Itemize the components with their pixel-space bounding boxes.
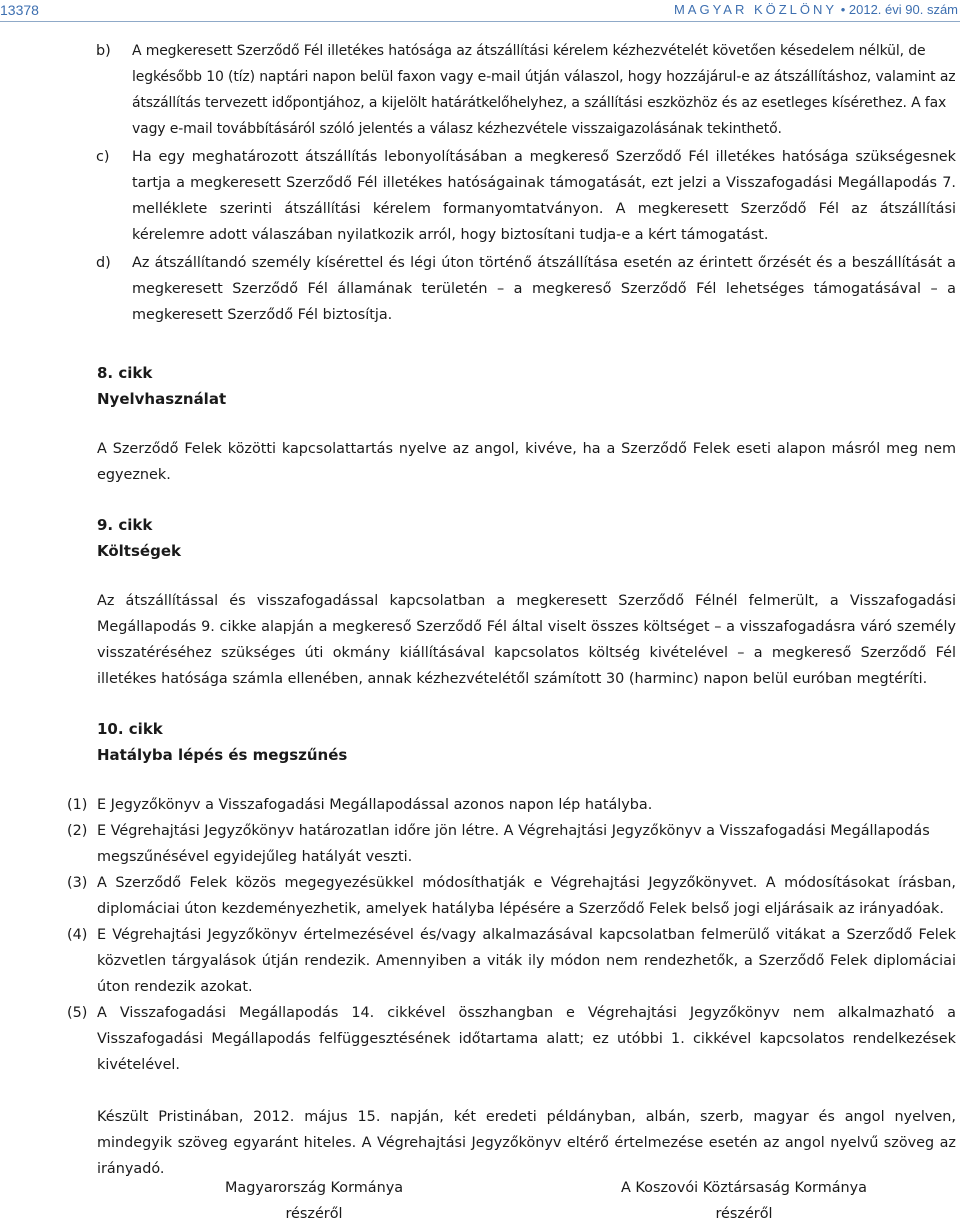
list-item-c xyxy=(0,144,960,248)
document-body xyxy=(0,38,960,1182)
article-8 xyxy=(0,360,960,488)
paragraph-marker: (3) xyxy=(67,875,88,891)
list-marker: d) xyxy=(96,255,111,271)
page-header xyxy=(0,0,960,22)
article-10 xyxy=(0,716,960,768)
numbered-paragraph xyxy=(0,922,960,1000)
article-text: Az átszállítással és visszafogadással kapcsolatban a megkeresett Szerződő Félnél felmerült, a Visszafogadási Megállapodás 9. cikke alapján a megkereső Szerződő Fél által viselt összes költséget – a visszafogadásra váró személy visszatéréséhez szükséges úti okmány kiállításával kapcsolatos költség kivételével – a megkereső Szerződő Fél illetékes hatósága számla ellenében, annak kézhezvételétől számított 30 (harminc) napon belül euróban megtéríti. xyxy=(97,593,956,687)
list-marker: c) xyxy=(96,149,110,165)
running-head xyxy=(674,2,958,17)
issue-info: • 2012. évi 90. szám xyxy=(840,2,958,17)
paragraph-marker: (1) xyxy=(67,797,88,813)
numbered-paragraph xyxy=(0,818,960,870)
numbered-paragraph xyxy=(0,792,960,818)
closing-text: Készült Pristinában, 2012. május 15. napján, két eredeti példányban, albán, szerb, magyar és angol nyelven, mindegyik szöveg egyaránt hiteles. A Végrehajtási Jegyzőkönyv eltérő értelmezése esetén az angol nyelvű szöveg az irányadó. xyxy=(97,1109,956,1177)
paragraph-marker: (4) xyxy=(67,927,88,943)
page-number: 13378 xyxy=(0,2,39,18)
list-item-b xyxy=(0,38,960,142)
paragraph-text: A Visszafogadási Megállapodás 14. cikkével összhangban e Végrehajtási Jegyzőkönyv nem alkalmazható a Visszafogadási Megállapodás felfüggesztésének időtartama alatt; ez utóbbi 1. cikkével kapcsolatos rendelkezések kivételével. xyxy=(97,1005,956,1073)
paragraph-text: A Szerződő Felek közös megegyezésükkel módosíthatják e Végrehajtási Jegyzőkönyvet. A módosításokat írásban, diplomáciai úton kezdeményezhetik, amelyek hatályba lépésére a Szerződő Felek belső jogi eljárásaik az irányadóak. xyxy=(97,875,956,917)
paragraph-text: E Jegyzőkönyv a Visszafogadási Megállapodással azonos napon lép hatályba. xyxy=(97,797,653,813)
article-9 xyxy=(0,512,960,692)
article-number: 8. cikk xyxy=(97,364,153,382)
article-title: Költségek xyxy=(97,542,181,560)
paragraph-text: E Végrehajtási Jegyzőkönyv értelmezésével és/vagy alkalmazásával kapcsolatban felmerülő vitákat a Szerződő Felek közvetlen tárgyalások útján rendezik. Amennyiben a viták ily módon nem rendezhetők, a Szerződő Felek diplomáciai úton rendezik azokat. xyxy=(97,927,956,995)
article-number: 10. cikk xyxy=(97,720,163,738)
article-number: 9. cikk xyxy=(97,516,153,534)
list-item-text: Ha egy meghatározott átszállítás lebonyolításában a megkereső Szerződő Fél illetékes hatósága szükségesnek tartja a megkeresett Szerződő Fél illetékes hatóságainak támogatását, ezt jelzi a Visszafogadási Megállapodás 7. melléklete szerinti átszállítási kérelem formanyomtatványon. A megkeresett Szerződő Fél az átszállítási kérelemre adott válaszában nyilatkozik arról, hogy biztosítani tudja-e a kért támogatást. xyxy=(132,149,956,243)
numbered-paragraph xyxy=(0,870,960,922)
journal-name: MAGYAR KÖZLÖNY xyxy=(673,2,838,17)
article-10-paragraphs xyxy=(0,792,960,1078)
header-rule xyxy=(0,21,960,22)
paragraph-marker: (2) xyxy=(67,823,88,839)
closing-clause xyxy=(0,1104,960,1182)
signatory-name: A Koszovói Köztársaság Kormánya xyxy=(621,1180,867,1196)
article-text: A Szerződő Felek közötti kapcsolattartás nyelve az angol, kivéve, ha a Szerződő Felek eseti alapon másról meg nem egyeznek. xyxy=(97,441,956,483)
signatory-name: Magyarország Kormánya xyxy=(224,1180,404,1196)
numbered-paragraph xyxy=(0,1000,960,1078)
paragraph-text: E Végrehajtási Jegyzőkönyv határozatlan időre jön létre. A Végrehajtási Jegyzőkönyv a Visszafogadási Megállapodás megszűnésével egyidejűleg hatályát veszti. xyxy=(97,823,930,865)
list-item-text: A megkeresett Szerződő Fél illetékes hatósága az átszállítási kérelem kézhezvételét követően késedelem nélkül, de legkésőbb 10 (tíz) naptári napon belül faxon vagy e-mail útján válaszol, hogy hozzájárul-e az átszállításhoz, valamint az átszállítás tervezett időpontjához, a kijelölt határátkelőhelyhez, a szállítási eszközhöz és az esetleges kísérethez. A fax vagy e-mail továbbításáról szóló jelentés a válasz kézhezvétele visszaigazolásának tekinthető. xyxy=(132,43,956,137)
list-marker: b) xyxy=(96,43,111,59)
list-item-text: Az átszállítandó személy kísérettel és légi úton történő átszállítása esetén az érintett őrzését és a beszállítását a megkeresett Szerződő Fél államának területén – a megkereső Szerződő Fél lehetséges támogatásával – a megkeresett Szerződő Fél biztosítja. xyxy=(132,255,956,323)
signature-kosovo xyxy=(594,1175,894,1227)
signatory-suffix: részéről xyxy=(715,1206,773,1222)
article-title: Hatályba lépés és megszűnés xyxy=(97,746,348,764)
signature-hungary xyxy=(200,1175,428,1227)
paragraph-marker: (5) xyxy=(67,1005,88,1021)
signatory-suffix: részéről xyxy=(285,1206,343,1222)
article-title: Nyelvhasználat xyxy=(97,390,227,408)
list-item-d xyxy=(0,250,960,328)
